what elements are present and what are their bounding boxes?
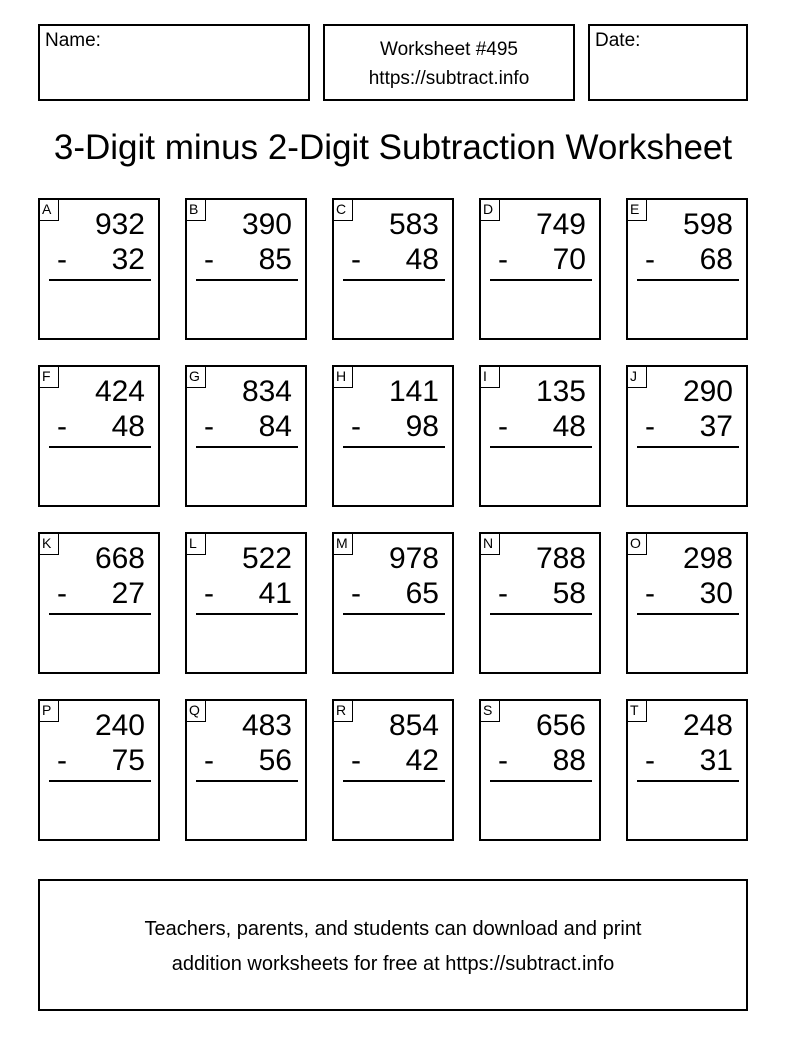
problem-letter: F — [38, 365, 59, 388]
subtrahend: 70 — [552, 243, 586, 276]
problem-card[interactable] — [332, 699, 454, 841]
minus-sign: - — [498, 243, 508, 276]
minus-sign: - — [351, 243, 361, 276]
minuend: 668 — [94, 542, 145, 575]
minuend: 298 — [682, 542, 733, 575]
subtrahend: 41 — [258, 577, 292, 610]
answer-line — [343, 613, 445, 615]
subtrahend: 65 — [405, 577, 439, 610]
subtrahend: 48 — [552, 410, 586, 443]
minuend: 248 — [682, 709, 733, 742]
problem-letter: O — [626, 532, 647, 555]
minuend: 390 — [241, 208, 292, 241]
minuend: 932 — [94, 208, 145, 241]
minus-sign: - — [204, 243, 214, 276]
date-field[interactable] — [588, 24, 748, 101]
problem-letter: B — [185, 198, 206, 221]
answer-line — [637, 613, 739, 615]
minus-sign: - — [351, 577, 361, 610]
minus-sign: - — [57, 744, 67, 777]
subtrahend: 56 — [258, 744, 292, 777]
minuend: 135 — [535, 375, 586, 408]
name-field[interactable] — [38, 24, 310, 101]
minus-sign: - — [204, 744, 214, 777]
minus-sign: - — [498, 577, 508, 610]
answer-line — [637, 446, 739, 448]
minus-sign: - — [57, 243, 67, 276]
problem-card[interactable] — [626, 365, 748, 507]
worksheet-url[interactable]: https://subtract.info — [368, 68, 530, 89]
subtrahend: 85 — [258, 243, 292, 276]
problem-card[interactable] — [479, 699, 601, 841]
problem-card[interactable] — [332, 532, 454, 674]
answer-line — [490, 780, 592, 782]
answer-line — [49, 613, 151, 615]
minus-sign: - — [57, 410, 67, 443]
problem-card[interactable] — [332, 365, 454, 507]
problem-letter: D — [479, 198, 500, 221]
date-label: Date: — [595, 30, 641, 51]
minuend: 656 — [535, 709, 586, 742]
problem-letter: C — [332, 198, 353, 221]
problem-letter: K — [38, 532, 59, 555]
answer-line — [49, 446, 151, 448]
minuend: 240 — [94, 709, 145, 742]
minus-sign: - — [645, 577, 655, 610]
subtrahend: 84 — [258, 410, 292, 443]
problem-letter: Q — [185, 699, 206, 722]
minuend: 978 — [388, 542, 439, 575]
answer-line — [343, 780, 445, 782]
minuend: 834 — [241, 375, 292, 408]
problem-card[interactable] — [185, 699, 307, 841]
minuend: 522 — [241, 542, 292, 575]
problem-card[interactable] — [38, 699, 160, 841]
page-title: 3-Digit minus 2-Digit Subtraction Worksheet — [53, 128, 733, 167]
worksheet-info-box — [323, 24, 575, 101]
problem-letter: T — [626, 699, 647, 722]
minuend: 424 — [94, 375, 145, 408]
problem-card[interactable] — [185, 532, 307, 674]
problem-card[interactable] — [479, 198, 601, 340]
problem-card[interactable] — [479, 532, 601, 674]
footer-box — [38, 879, 748, 1011]
minuend: 290 — [682, 375, 733, 408]
answer-line — [196, 279, 298, 281]
subtrahend: 58 — [552, 577, 586, 610]
problem-letter: G — [185, 365, 206, 388]
name-label: Name: — [45, 30, 101, 51]
subtrahend: 75 — [111, 744, 145, 777]
minuend: 854 — [388, 709, 439, 742]
problem-letter: A — [38, 198, 59, 221]
problem-letter: N — [479, 532, 500, 555]
problem-card[interactable] — [185, 365, 307, 507]
answer-line — [343, 279, 445, 281]
answer-line — [637, 279, 739, 281]
subtrahend: 42 — [405, 744, 439, 777]
subtrahend: 68 — [699, 243, 733, 276]
minuend: 598 — [682, 208, 733, 241]
answer-line — [49, 279, 151, 281]
problem-card[interactable] — [626, 699, 748, 841]
subtrahend: 48 — [405, 243, 439, 276]
answer-line — [196, 446, 298, 448]
problem-card[interactable] — [626, 198, 748, 340]
minus-sign: - — [204, 410, 214, 443]
minuend: 749 — [535, 208, 586, 241]
minus-sign: - — [57, 577, 67, 610]
subtrahend: 37 — [699, 410, 733, 443]
answer-line — [490, 613, 592, 615]
problem-card[interactable] — [626, 532, 748, 674]
answer-line — [196, 613, 298, 615]
footer-text-line-1: Teachers, parents, and students can download and print — [144, 918, 642, 940]
answer-line — [196, 780, 298, 782]
subtrahend: 30 — [699, 577, 733, 610]
problem-letter: H — [332, 365, 353, 388]
answer-line — [49, 780, 151, 782]
minus-sign: - — [645, 744, 655, 777]
minuend: 141 — [388, 375, 439, 408]
problem-letter: S — [479, 699, 500, 722]
answer-line — [343, 446, 445, 448]
subtrahend: 48 — [111, 410, 145, 443]
problem-letter: J — [626, 365, 647, 388]
subtrahend: 88 — [552, 744, 586, 777]
minuend: 483 — [241, 709, 292, 742]
minus-sign: - — [498, 744, 508, 777]
footer-text-line-2: addition worksheets for free at https://subtract.info — [171, 953, 615, 975]
problem-letter: E — [626, 198, 647, 221]
subtrahend: 32 — [111, 243, 145, 276]
problem-card[interactable] — [185, 198, 307, 340]
minus-sign: - — [498, 410, 508, 443]
minus-sign: - — [204, 577, 214, 610]
minus-sign: - — [645, 410, 655, 443]
minus-sign: - — [351, 410, 361, 443]
minus-sign: - — [645, 243, 655, 276]
answer-line — [490, 446, 592, 448]
problem-letter: L — [185, 532, 206, 555]
subtrahend: 31 — [699, 744, 733, 777]
problem-letter: R — [332, 699, 353, 722]
problem-letter: P — [38, 699, 59, 722]
problem-card[interactable] — [479, 365, 601, 507]
problem-card[interactable] — [332, 198, 454, 340]
minus-sign: - — [351, 744, 361, 777]
problem-card[interactable] — [38, 365, 160, 507]
problem-letter: M — [332, 532, 353, 555]
minuend: 788 — [535, 542, 586, 575]
problem-letter: I — [479, 365, 500, 388]
minuend: 583 — [388, 208, 439, 241]
subtrahend: 27 — [111, 577, 145, 610]
answer-line — [637, 780, 739, 782]
subtrahend: 98 — [405, 410, 439, 443]
problem-card[interactable] — [38, 198, 160, 340]
answer-line — [490, 279, 592, 281]
problem-card[interactable] — [38, 532, 160, 674]
worksheet-number: Worksheet #495 — [379, 39, 518, 60]
